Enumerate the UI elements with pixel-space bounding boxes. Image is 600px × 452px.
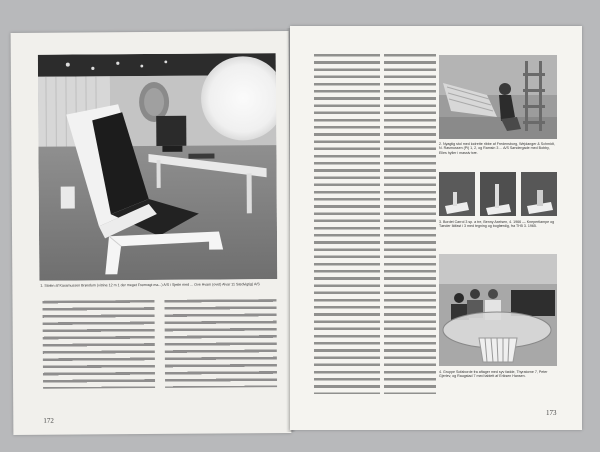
product-photo-strip-art [439, 172, 557, 216]
lounge-chair-photo [38, 53, 278, 281]
body-text-column-1 [42, 300, 155, 389]
body-text-column-4 [384, 54, 436, 394]
body-text-column-2 [164, 299, 277, 388]
page-number-right: 173 [546, 409, 557, 417]
caption-2: 2. Nyagtig stol med lodrette ribbe af Fredensborg, Wejdanger & Schmidt, N. Rasmussen (Pi) 1, 2, og Ramsin 3 ... A/S Søndergade med Bobby, Elles hyller i massiv træ. [439, 142, 555, 155]
photo-caption: 1. Stolen af Kassmussen Brøndum (vitrine 12 m 1 der meget Fremragt ma...) A/S i Sjette med ... Ove Hvam (ovet) Alvar 11 Sædvigtig) A/S [40, 282, 260, 288]
left-page [11, 31, 292, 435]
lounge-chair-photo-art [38, 53, 278, 281]
group-table-photo-art [439, 254, 557, 366]
right-page [290, 26, 582, 430]
relaxing-chair-photo-art [439, 55, 557, 139]
relaxing-chair-photo [439, 55, 557, 139]
group-table-photo [439, 254, 557, 366]
product-photo-strip [439, 172, 557, 216]
caption-4: 4. Gruppe Sofaborde fra aftager med syv fødde, Thyratorne 7, Peter Gjerlev, og Raugstad 7 med tablett af Eriksen Hansen. [439, 370, 548, 379]
page-number-left: 172 [43, 416, 54, 425]
body-text-column-3 [314, 54, 380, 394]
caption-3: 3. Bordet Carrol 3 sp. a tre, Benny Axelsen, 4. 1966 — Knepertlampe og Tønder Ildfast i 3 med tegning og bogfærdig, fra TH5 3. 1965. [439, 220, 555, 229]
